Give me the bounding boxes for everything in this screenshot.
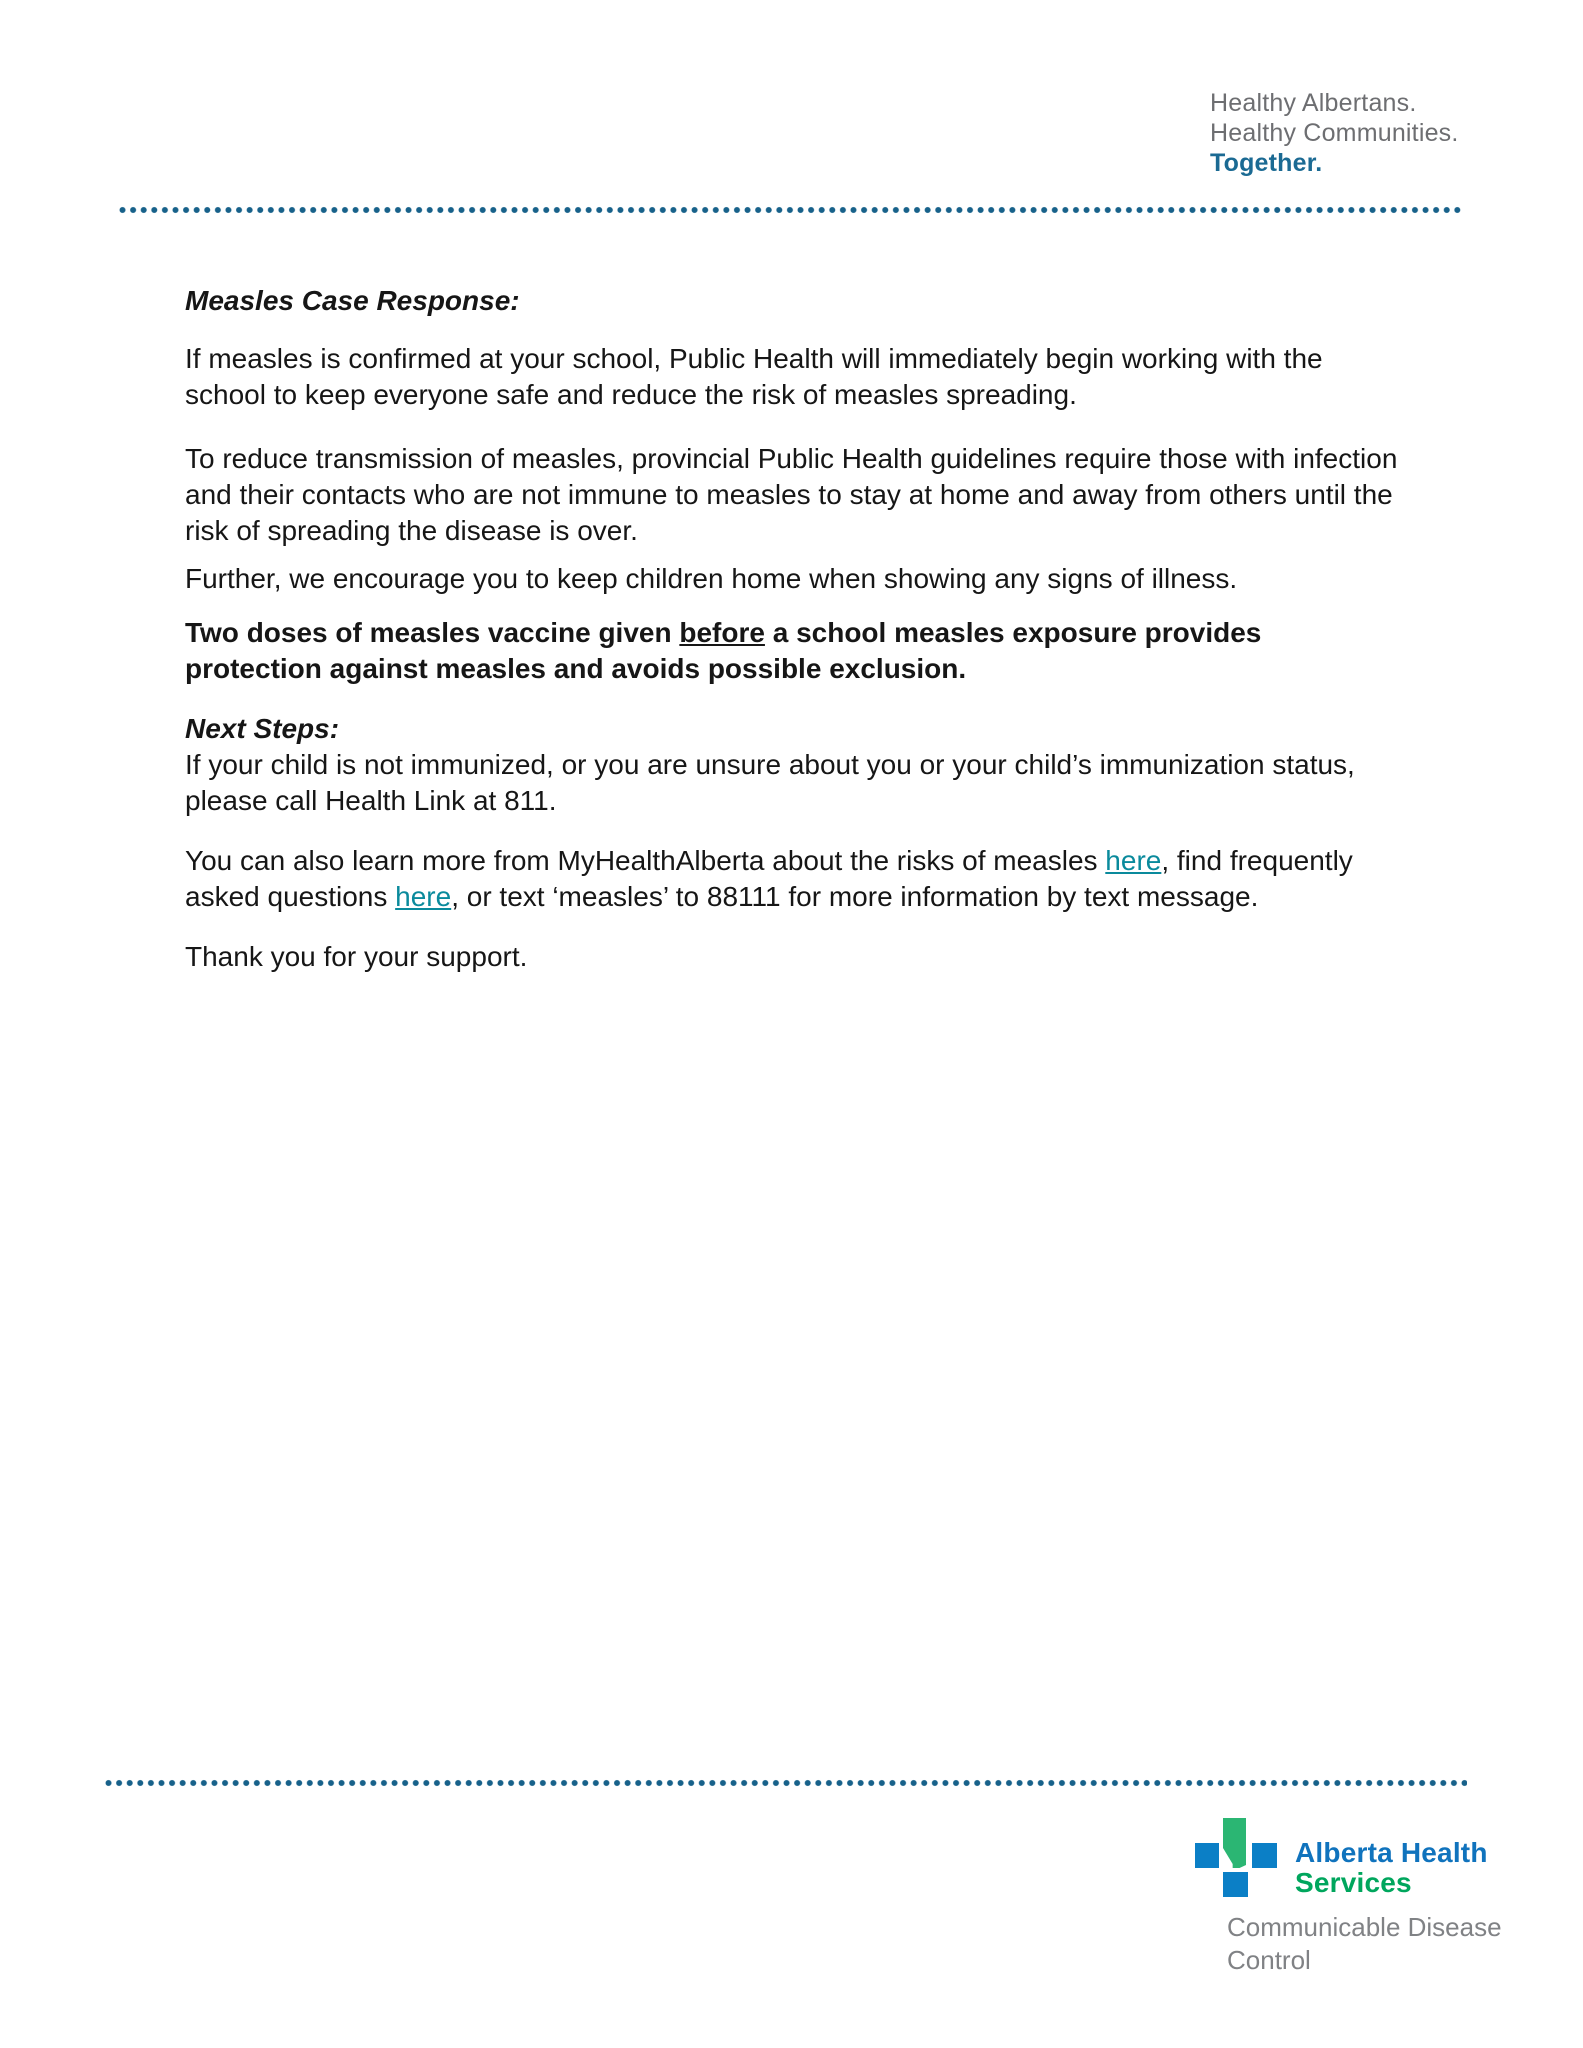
two-doses-text-pre: Two doses of measles vaccine given (185, 617, 680, 648)
paragraph-closing: Thank you for your support. (185, 941, 528, 972)
logo-text-alberta-health: Alberta Health (1295, 1837, 1488, 1868)
link-faq-here[interactable]: here (395, 881, 452, 912)
top-dotted-separator (119, 206, 1464, 214)
learn-more-seg1: You can also learn more from MyHealthAlberta about the risks of measles (185, 845, 1106, 876)
learn-more-seg2: , find frequently asked questions (185, 845, 1353, 912)
ahs-logo-wordmark (1295, 1838, 1488, 1898)
ahs-cross-icon (1195, 1818, 1278, 1898)
tagline-line-1: Healthy Albertans. (1210, 89, 1417, 117)
cross-right-square-icon (1252, 1843, 1277, 1868)
letter-body (185, 283, 1398, 975)
bottom-dotted-separator (105, 1779, 1467, 1787)
paragraph-keep-children-home: Further, we encourage you to keep children home when showing any signs of illness. (185, 563, 1238, 594)
paragraph-case-confirmed: If measles is confirmed at your school, Public Health will immediately begin working with the school to keep everyone safe and reduce the risk of measles spreading. (185, 343, 1323, 410)
tagline-line-2: Healthy Communities. (1210, 119, 1459, 147)
cross-left-square-icon (1195, 1843, 1219, 1868)
learn-more-seg3: , or text ‘measles’ to 88111 for more information by text message. (451, 881, 1259, 912)
header-tagline (1210, 88, 1459, 178)
two-doses-underlined-before: before (679, 617, 765, 648)
paragraph-not-immunized: If your child is not immunized, or you are unsure about you or your child’s immunization status, please call Health Link at 811. (185, 749, 1355, 816)
section-heading-next-steps: Next Steps: (185, 713, 340, 744)
two-doses-text-post: a school measles exposure provides protection against measles and avoids possible exclusion. (185, 617, 1262, 684)
paragraph-learn-more (185, 843, 1398, 915)
logo-text-services: Services (1295, 1867, 1412, 1898)
cross-bottom-square-icon (1223, 1872, 1248, 1897)
tagline-line-together: Together. (1210, 149, 1323, 177)
ahs-logo (1195, 1818, 1488, 1900)
alberta-province-shape-icon (1223, 1818, 1246, 1868)
paragraph-two-doses (185, 615, 1398, 687)
link-measles-risks-here[interactable]: here (1105, 845, 1162, 876)
department-line-1: Communicable Disease (1227, 1912, 1502, 1942)
department-line-2: Control (1227, 1945, 1311, 1975)
section-heading-measles-case-response: Measles Case Response: (185, 285, 520, 316)
footer-department (1227, 1911, 1502, 1977)
paragraph-reduce-transmission: To reduce transmission of measles, provincial Public Health guidelines require those with infection and their contacts who are not immune to measles to stay at home and away from others until the risk of spreading the disease is over. (185, 443, 1398, 546)
